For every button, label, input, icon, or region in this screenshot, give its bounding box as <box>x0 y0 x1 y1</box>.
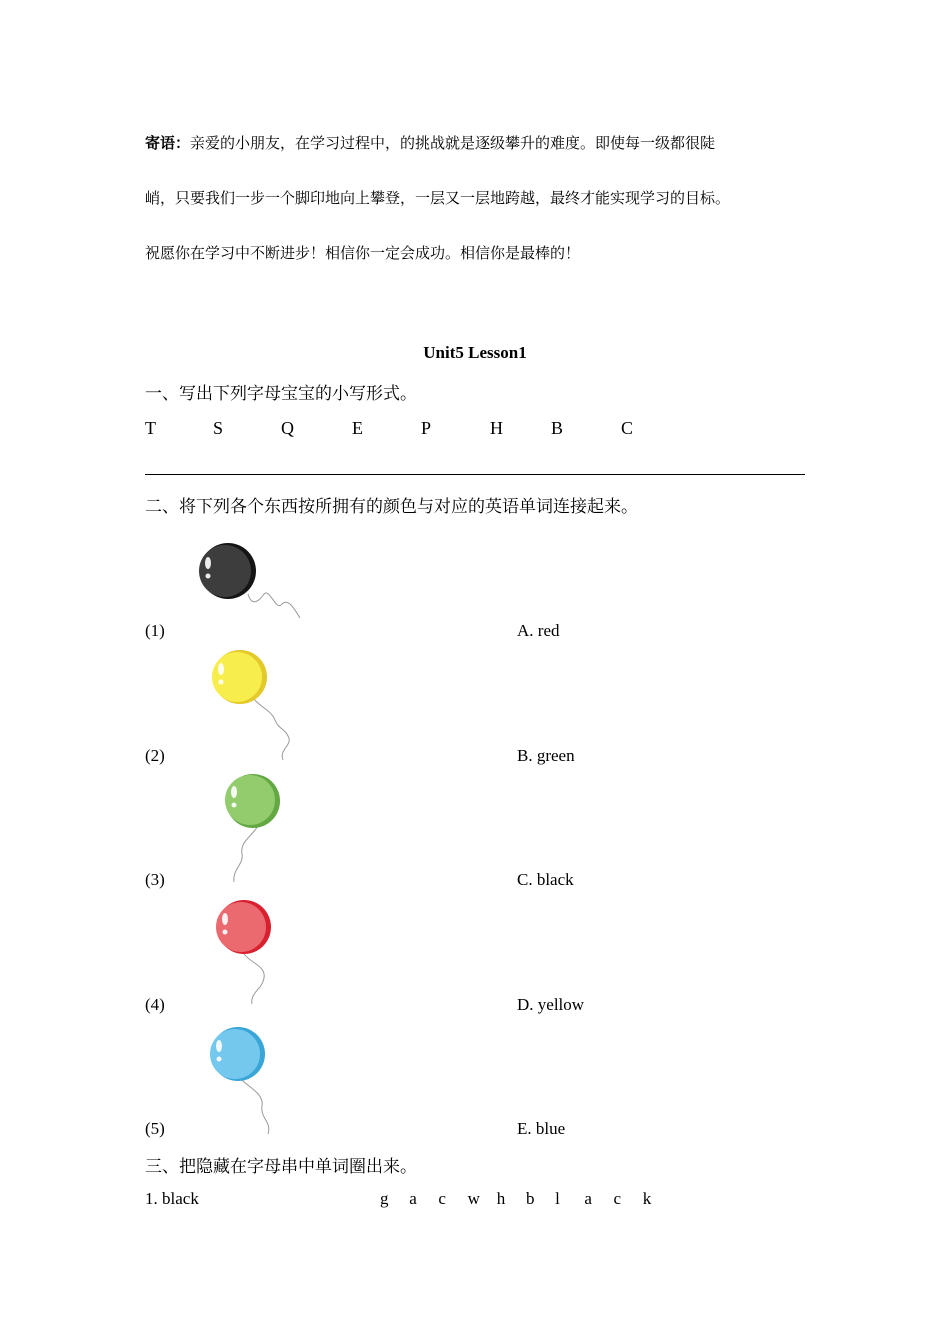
balloon-body <box>199 545 251 597</box>
letter-C: C <box>621 418 634 438</box>
letter-Q: Q <box>281 418 294 438</box>
page-title: Unit5 Lesson1 <box>423 343 527 362</box>
letter-T: T <box>145 418 156 438</box>
balloon-blue-icon <box>202 1022 282 1140</box>
option-d[interactable]: D. yellow <box>517 995 585 1014</box>
balloon-body <box>225 775 275 825</box>
balloon-red-icon <box>210 896 290 1014</box>
balloon-black-icon <box>190 538 310 624</box>
string-char[interactable]: a <box>584 1189 592 1208</box>
intro-line-3: 祝愿你在学习中不断进步！相信你一定会成功。相信你是最棒的！ <box>145 244 581 262</box>
section-1-heading: 一、写出下列字母宝宝的小写形式。 <box>145 384 417 404</box>
letter-P: P <box>421 418 432 438</box>
balloon-body <box>210 1029 260 1079</box>
intro-line-1 <box>145 133 715 153</box>
section-2-heading: 二、将下列各个东西按所拥有的颜色与对应的英语单词连接起来。 <box>145 497 638 517</box>
string-char[interactable]: g <box>380 1189 389 1208</box>
option-c[interactable]: C. black <box>517 870 574 889</box>
letter-string[interactable] <box>380 1189 672 1209</box>
option-e[interactable]: E. blue <box>517 1119 566 1138</box>
letter-E: E <box>352 418 363 438</box>
item-number-5: (5) <box>145 1119 165 1138</box>
item-number-4: (4) <box>145 995 165 1014</box>
letter-B: B <box>551 418 564 438</box>
balloon-yellow-icon <box>205 646 305 764</box>
intro-line-2: 峭，只要我们一步一个脚印地向上攀登，一层又一层地跨越，最终才能实现学习的目标。 <box>145 189 731 207</box>
balloon-body <box>212 652 262 702</box>
string-char[interactable]: b <box>525 1189 535 1208</box>
option-b[interactable]: B. green <box>517 746 575 765</box>
string-char[interactable]: l <box>555 1189 560 1208</box>
string-char[interactable]: k <box>642 1189 652 1208</box>
balloon-body <box>216 902 266 952</box>
intro-text-1: 亲爱的小朋友，在学习过程中，的挑战就是逐级攀升的难度。即使每一级都很陡 <box>190 134 716 152</box>
item-number-2: (2) <box>145 746 165 765</box>
letter-S: S <box>213 418 224 438</box>
letter-H: H <box>490 418 503 438</box>
string-char[interactable]: w <box>467 1189 480 1208</box>
item-number-3: (3) <box>145 870 165 889</box>
answer-line[interactable] <box>145 474 805 475</box>
target-word: 1. black <box>145 1189 199 1208</box>
string-char[interactable]: a <box>409 1189 417 1208</box>
section-3-heading: 三、把隐藏在字母串中单词圈出来。 <box>145 1157 417 1177</box>
item-number-1: (1) <box>145 621 165 640</box>
balloon-green-icon <box>218 770 288 890</box>
intro-label: 寄语： <box>145 134 191 152</box>
option-a[interactable]: A. red <box>517 621 560 640</box>
string-char[interactable]: h <box>496 1189 506 1208</box>
string-char[interactable]: c <box>613 1189 622 1208</box>
string-char[interactable]: c <box>438 1189 446 1208</box>
